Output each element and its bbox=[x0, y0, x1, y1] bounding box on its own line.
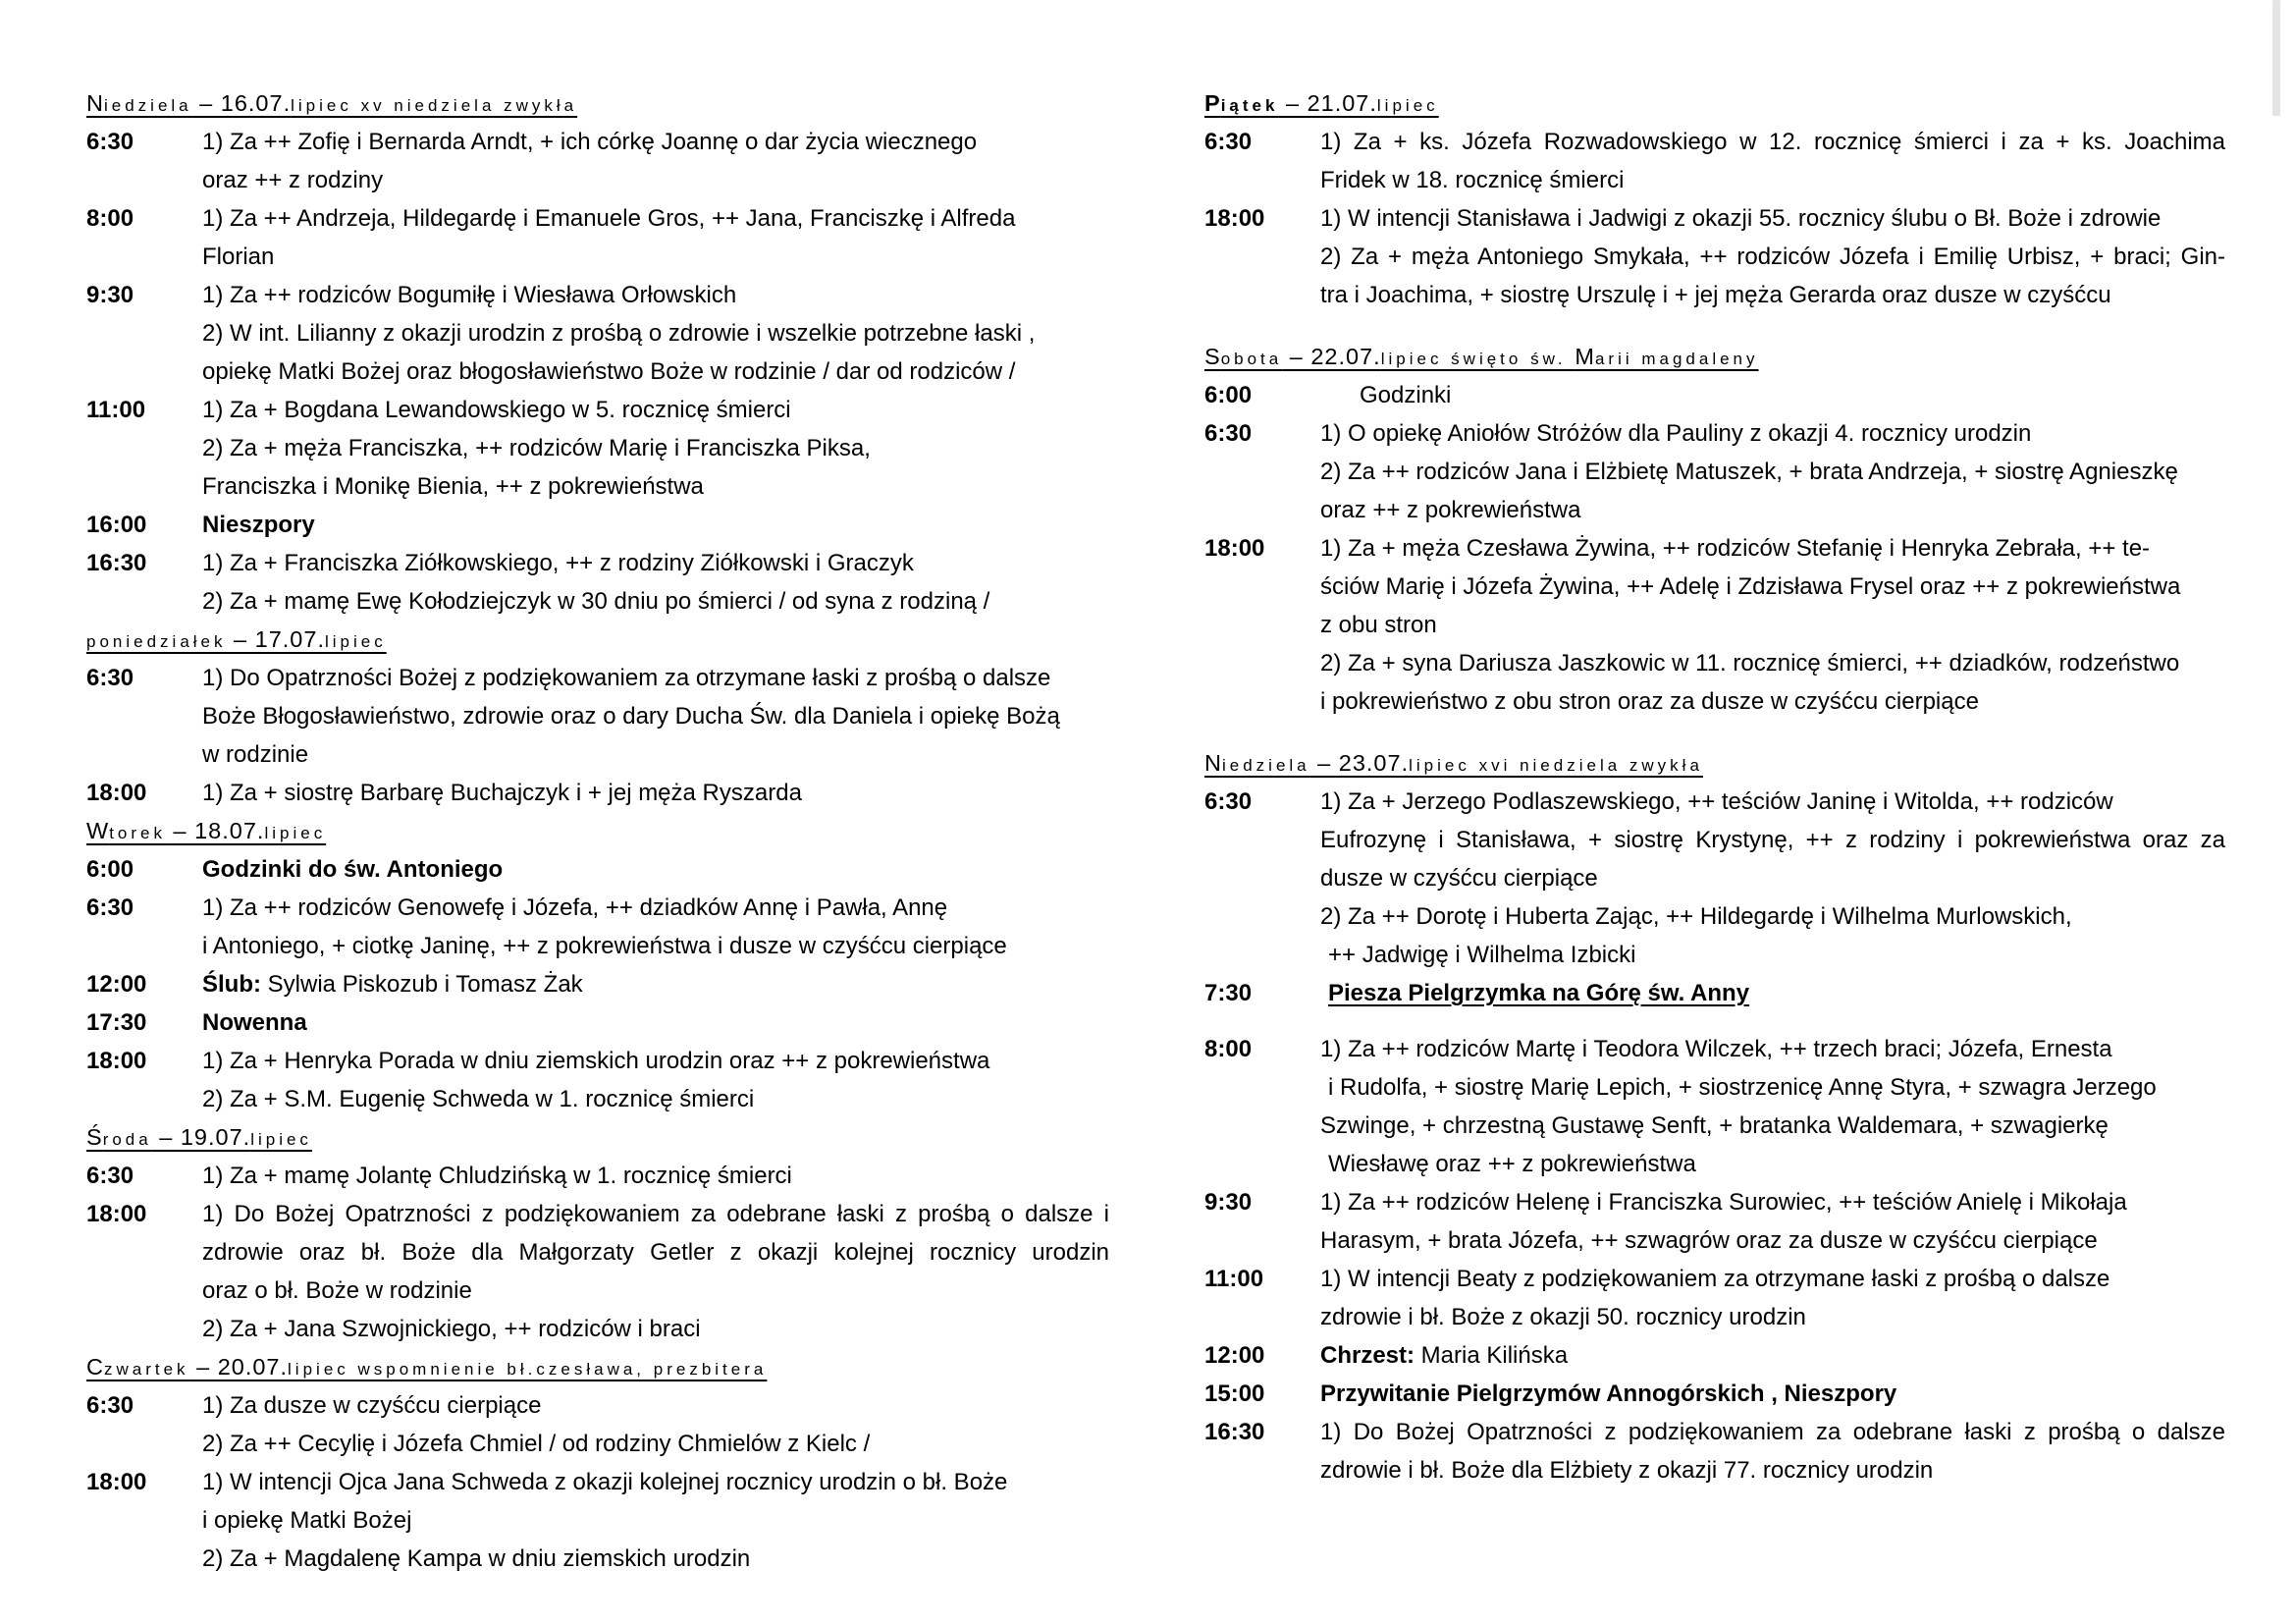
mass-time: 12:00 bbox=[1204, 1342, 1265, 1369]
mass-entry bbox=[86, 659, 1109, 774]
intention-line: Florian bbox=[202, 244, 275, 270]
intention-line: 2) Za + mamę Ewę Kołodziejczyk w 30 dniu po śmierci / od syna z rodziną / bbox=[202, 588, 990, 615]
right-column bbox=[1204, 84, 2225, 1489]
day-title-saturday-22 bbox=[1204, 338, 2225, 376]
intention-line: i Antoniego, + ciotkę Janinę, ++ z pokrewieństwa i dusze w czyśćcu cierpiące bbox=[202, 933, 1007, 959]
day-title-sunday-23 bbox=[1204, 744, 2225, 783]
intention-line: 1) Do Opatrzności Bożej z podziękowaniem za otrzymane łaski z prośbą o dalsze bbox=[202, 665, 1051, 691]
day-title-wednesday-19 bbox=[86, 1118, 1109, 1157]
title-date: – 17.07. bbox=[226, 626, 325, 652]
title-rest: lipiec bbox=[264, 824, 327, 842]
intention-line: dusze w czyśćcu cierpiące bbox=[1320, 865, 1598, 892]
title-rest: lipiec bbox=[324, 632, 387, 651]
left-column bbox=[86, 84, 1109, 1578]
title-rest: lipiec święto św. bbox=[1380, 350, 1575, 368]
intention-line: 1) W intencji Stanisława i Jadwigi z okazji 55. rocznicy ślubu o Bł. Boże i zdrowie bbox=[1320, 205, 2162, 232]
intention-line: Eufrozynę i Stanisława, + siostrę Krystynę, ++ z rodziny i pokrewieństwa oraz za bbox=[1320, 827, 2225, 853]
intention-line: oraz o bł. Boże w rodzinie bbox=[202, 1277, 472, 1304]
mass-entry bbox=[86, 1157, 1109, 1195]
title-word: iedziela bbox=[1221, 756, 1310, 775]
intention-line: zdrowie oraz bł. Boże dla Małgorzaty Getler z okazji kolejnej rocznicy urodzin bbox=[202, 1239, 1109, 1266]
mass-time: 6:30 bbox=[86, 1163, 134, 1189]
mass-time: 18:00 bbox=[86, 1201, 147, 1227]
scrollbar[interactable] bbox=[2272, 0, 2280, 116]
intention-line: Franciszka i Monikę Bienia, ++ z pokrewieństwa bbox=[202, 473, 704, 500]
mass-time: 8:00 bbox=[86, 205, 134, 232]
intention-line: 1) Za + Bogdana Lewandowskiego w 5. rocznicę śmierci bbox=[202, 397, 791, 423]
intention-line: 1) Do Bożej Opatrzności z podziękowaniem za odebrane łaski z prośbą o dalsze bbox=[1320, 1419, 2225, 1445]
intention-line: oraz ++ z rodziny bbox=[202, 167, 384, 193]
title-initial: W bbox=[86, 818, 110, 843]
mass-time: 6:30 bbox=[86, 665, 134, 691]
intention-line: 1) Za + Jerzego Podlaszewskiego, ++ teściów Janinę i Witolda, ++ rodziców bbox=[1320, 788, 2113, 815]
intention-line: opiekę Matki Bożej oraz błogosławieństwo Boże w rodzinie / dar od rodziców / bbox=[202, 358, 1016, 385]
intention-line: zdrowie i bł. Boże dla Elżbiety z okazji 77. rocznicy urodzin bbox=[1320, 1457, 1934, 1484]
mass-time: 16:00 bbox=[86, 512, 147, 538]
intention-line: 2) Za + męża Franciszka, ++ rodziców Marię i Franciszka Piksa, bbox=[202, 435, 871, 461]
intention-line: 1) W intencji Beaty z podziękowaniem za otrzymane łaski z prośbą o dalsze bbox=[1320, 1266, 2110, 1292]
service-label: Nowenna bbox=[202, 1009, 307, 1036]
mass-time: 11:00 bbox=[1204, 1266, 1264, 1292]
title-word: poniedziałek bbox=[86, 632, 227, 651]
mass-time: 18:00 bbox=[86, 1469, 147, 1495]
day-title-sunday-16 bbox=[86, 84, 1109, 123]
intention-line: 2) Za + męża Antoniego Smykała, ++ rodziców Józefa i Emilię Urbisz, + braci; Gin- bbox=[1320, 244, 2225, 270]
title-rest: lipiec wspomnienie bł.czesława, prezbitera bbox=[288, 1360, 768, 1379]
day-title-friday-21 bbox=[1204, 84, 2225, 123]
title-rest: lipiec bbox=[250, 1130, 312, 1149]
mass-time: 18:00 bbox=[86, 780, 147, 806]
title-initial: C bbox=[86, 1354, 104, 1380]
mass-entry bbox=[86, 544, 1109, 621]
title-date: – 23.07. bbox=[1309, 750, 1410, 776]
intention-line: 1) Za dusze w czyśćcu cierpiące bbox=[202, 1392, 542, 1419]
mass-entry bbox=[1204, 1030, 2225, 1183]
intention-line: w rodzinie bbox=[202, 741, 309, 768]
intention-line: 1) Za + ks. Józefa Rozwadowskiego w 12. rocznicę śmierci i za + ks. Joachima bbox=[1320, 129, 2225, 155]
mass-entry bbox=[1204, 1183, 2225, 1260]
mass-entry bbox=[1204, 123, 2225, 199]
intention-line: 1) W intencji Ojca Jana Schweda z okazji kolejnej rocznicy urodzin o bł. Boże bbox=[202, 1469, 1008, 1495]
intention-line: 2) W int. Lilianny z okazji urodzin z prośbą o zdrowie i wszelkie potrzebne łaski , bbox=[202, 320, 1036, 347]
mass-time: 12:00 bbox=[86, 971, 147, 998]
intention-line: 2) Za + syna Dariusza Jaszkowic w 11. rocznicę śmierci, ++ dziadków, rodzeństwo bbox=[1320, 650, 2180, 677]
title-word: torek bbox=[109, 824, 166, 842]
mass-time: 6:30 bbox=[86, 894, 134, 921]
mass-entry bbox=[1204, 1336, 2225, 1375]
mass-entry bbox=[1204, 414, 2225, 529]
intention-line: 1) Za + Franciszka Ziółkowskiego, ++ z rodziny Ziółkowski i Graczyk bbox=[202, 550, 914, 576]
mass-entry bbox=[1204, 1260, 2225, 1336]
title-initial: Ś bbox=[86, 1124, 103, 1150]
mass-entry bbox=[86, 1042, 1109, 1118]
mass-entry bbox=[86, 1386, 1109, 1463]
intention-line: ++ Jadwigę i Wilhelma Izbicki bbox=[1328, 942, 1636, 968]
intention-line: Boże Błogosławieństwo, zdrowie oraz o dary Ducha Św. dla Daniela i opiekę Bożą bbox=[202, 703, 1060, 730]
intention-line: 1) Za ++ Andrzeja, Hildegardę i Emanuele Gros, ++ Jana, Franciszkę i Alfreda bbox=[202, 205, 1016, 232]
intention-line: 2) Za ++ rodziców Jana i Elżbietę Matuszek, + brata Andrzeja, + siostrę Agnieszkę bbox=[1320, 459, 2178, 485]
day-title-tuesday-18 bbox=[86, 812, 1109, 850]
mass-entry bbox=[1204, 1413, 2225, 1489]
title-word: obota bbox=[1220, 350, 1283, 368]
intention-line: tra i Joachima, + siostrę Urszulę i + jej męża Gerarda oraz dusze w czyśćcu bbox=[1320, 282, 2111, 308]
mass-time: 18:00 bbox=[1204, 205, 1265, 232]
service-label: Nieszpory bbox=[202, 512, 315, 538]
mass-time: 9:30 bbox=[1204, 1189, 1253, 1216]
mass-time: 9:30 bbox=[86, 282, 134, 308]
mass-entry bbox=[86, 123, 1109, 199]
mass-entry bbox=[86, 1195, 1109, 1348]
service-label: Godzinki do św. Antoniego bbox=[202, 856, 504, 883]
title-initial: S bbox=[1204, 344, 1221, 369]
mass-time: 18:00 bbox=[86, 1048, 147, 1074]
title-word: roda bbox=[102, 1130, 152, 1149]
intention-line: 1) Za + mamę Jolantę Chludzińską w 1. rocznicę śmierci bbox=[202, 1163, 792, 1189]
intention-line: 2) Za ++ Dorotę i Huberta Zając, ++ Hildegardę i Wilhelma Murlowskich, bbox=[1320, 903, 2072, 930]
mass-entry bbox=[86, 199, 1109, 276]
title-initial: N bbox=[86, 90, 104, 116]
title-date: – 20.07. bbox=[188, 1354, 289, 1380]
title-word: arii magdaleny bbox=[1594, 350, 1759, 368]
mass-entry bbox=[1204, 974, 2225, 1012]
mass-entry bbox=[86, 1463, 1109, 1578]
mass-time: 11:00 bbox=[86, 397, 146, 423]
mass-time: 16:30 bbox=[1204, 1419, 1265, 1445]
mass-time: 6:00 bbox=[1204, 382, 1253, 408]
mass-time: 6:30 bbox=[1204, 788, 1253, 815]
pilgrimage-label: Piesza Pielgrzymka na Górę św. Anny bbox=[1328, 980, 1750, 1006]
mass-time: 7:30 bbox=[1204, 980, 1253, 1006]
mass-entry bbox=[86, 1003, 1109, 1042]
mass-entry bbox=[86, 889, 1109, 965]
wedding-label: Ślub: bbox=[202, 971, 261, 998]
intention-line: i pokrewieństwo z obu stron oraz za dusze w czyśćcu cierpiące bbox=[1320, 688, 1979, 715]
baptism-label: Chrzest: bbox=[1320, 1342, 1415, 1369]
mass-time: 6:30 bbox=[86, 129, 134, 155]
intention-line: Szwinge, + chrzestną Gustawę Senft, + bratanka Waldemara, + szwagierkę bbox=[1320, 1112, 2109, 1139]
intention-line: 1) Za ++ Zofię i Bernarda Arndt, + ich córkę Joannę o dar życia wiecznego bbox=[202, 129, 978, 155]
intention-line: Wiesławę oraz ++ z pokrewieństwa bbox=[1328, 1151, 1696, 1177]
mass-entry bbox=[1204, 376, 2225, 414]
mass-time: 8:00 bbox=[1204, 1036, 1253, 1062]
mass-time: 6:30 bbox=[86, 1392, 134, 1419]
mass-entry bbox=[1204, 529, 2225, 721]
intention-line: 1) Za + Henryka Porada w dniu ziemskich urodzin oraz ++ z pokrewieństwa bbox=[202, 1048, 990, 1074]
day-title-thursday-20 bbox=[86, 1348, 1109, 1386]
intention-line: 2) Za + Magdalenę Kampa w dniu ziemskich urodzin bbox=[202, 1545, 751, 1572]
intention-line: 1) Za + siostrę Barbarę Buchajczyk i + jej męża Ryszarda bbox=[202, 780, 802, 806]
mass-time: 17:30 bbox=[86, 1009, 147, 1036]
mass-entry bbox=[86, 774, 1109, 812]
mass-time: 16:30 bbox=[86, 550, 147, 576]
title-initial: N bbox=[1204, 750, 1222, 776]
title-word: zwartek bbox=[103, 1360, 189, 1379]
mass-entry bbox=[1204, 1375, 2225, 1413]
title-initial: M bbox=[1575, 344, 1595, 369]
title-rest: lipiec xvi niedziela zwykła bbox=[1409, 756, 1703, 775]
intention-line: Harasym, + brata Józefa, ++ szwagrów oraz za dusze w czyśćcu cierpiące bbox=[1320, 1227, 2098, 1254]
mass-entry bbox=[1204, 199, 2225, 314]
intention-line: zdrowie i bł. Boże z okazji 50. rocznicy urodzin bbox=[1320, 1304, 1806, 1330]
intention-line: i opiekę Matki Bożej bbox=[202, 1507, 412, 1534]
intention-line: 1) Za ++ rodziców Bogumiłę i Wiesława Orłowskich bbox=[202, 282, 737, 308]
intention-line: 2) Za + S.M. Eugenię Schweda w 1. rocznicę śmierci bbox=[202, 1086, 755, 1112]
mass-time: 18:00 bbox=[1204, 535, 1265, 562]
mass-time: 6:30 bbox=[1204, 420, 1253, 447]
intention-line: 1) Za ++ rodziców Helenę i Franciszka Surowiec, ++ teściów Anielę i Mikołaja bbox=[1320, 1189, 2127, 1216]
intention-line: Maria Kilińska bbox=[1415, 1342, 1569, 1369]
intention-line: z obu stron bbox=[1320, 612, 1437, 638]
intention-line: i Rudolfa, + siostrę Marię Lepich, + siostrzenicę Annę Styra, + szwagra Jerzego bbox=[1328, 1074, 2157, 1101]
title-date: – 21.07. bbox=[1278, 90, 1377, 116]
service-label: Przywitanie Pielgrzymów Annogórskich , Nieszpory bbox=[1320, 1380, 1897, 1407]
title-initial: P bbox=[1204, 90, 1221, 116]
title-word: iedziela bbox=[103, 96, 192, 115]
mass-time: 6:30 bbox=[1204, 129, 1253, 155]
intention-line: 2) Za ++ Cecylię i Józefa Chmiel / od rodziny Chmielów z Kielc / bbox=[202, 1431, 871, 1457]
day-title-monday-17 bbox=[86, 621, 1109, 659]
intention-line: oraz ++ z pokrewieństwa bbox=[1320, 497, 1581, 523]
intention-line: 1) Do Bożej Opatrzności z podziękowaniem za odebrane łaski z prośbą o dalsze i bbox=[202, 1201, 1109, 1227]
mass-entry bbox=[1204, 783, 2225, 974]
mass-entry bbox=[86, 506, 1109, 544]
title-word: iątek bbox=[1220, 96, 1279, 115]
intention-line: 1) Za ++ rodziców Martę i Teodora Wilczek, ++ trzech braci; Józefa, Ernesta bbox=[1320, 1036, 2112, 1062]
intention-line: 1) O opiekę Aniołów Stróżów dla Pauliny z okazji 4. rocznicy urodzin bbox=[1320, 420, 2032, 447]
mass-entry bbox=[86, 965, 1109, 1003]
mass-entry bbox=[86, 850, 1109, 889]
title-rest: lipiec bbox=[1376, 96, 1439, 115]
intention-line: 2) Za + Jana Szwojnickiego, ++ rodziców i braci bbox=[202, 1316, 701, 1342]
service-label: Godzinki bbox=[1360, 382, 1452, 408]
title-date: – 22.07. bbox=[1282, 344, 1381, 369]
title-date: – 18.07. bbox=[165, 818, 265, 843]
title-date: – 16.07. bbox=[191, 90, 292, 116]
title-date: – 19.07. bbox=[151, 1124, 251, 1150]
mass-entry bbox=[86, 276, 1109, 391]
mass-time: 15:00 bbox=[1204, 1380, 1265, 1407]
intention-line: ściów Marię i Józefa Żywina, ++ Adelę i Zdzisława Frysel oraz ++ z pokrewieństwa bbox=[1320, 573, 2181, 600]
intention-line: Sylwia Piskozub i Tomasz Żak bbox=[261, 971, 583, 998]
mass-time: 6:00 bbox=[86, 856, 134, 883]
intention-line: 1) Za ++ rodziców Genowefę i Józefa, ++ dziadków Annę i Pawła, Annę bbox=[202, 894, 948, 921]
intention-line: 1) Za + męża Czesława Żywina, ++ rodziców Stefanię i Henryka Zebrała, ++ te- bbox=[1320, 535, 2151, 562]
title-rest: lipiec xv niedziela zwykła bbox=[291, 96, 578, 115]
mass-entry bbox=[86, 391, 1109, 506]
intention-line: Fridek w 18. rocznicę śmierci bbox=[1320, 167, 1625, 193]
